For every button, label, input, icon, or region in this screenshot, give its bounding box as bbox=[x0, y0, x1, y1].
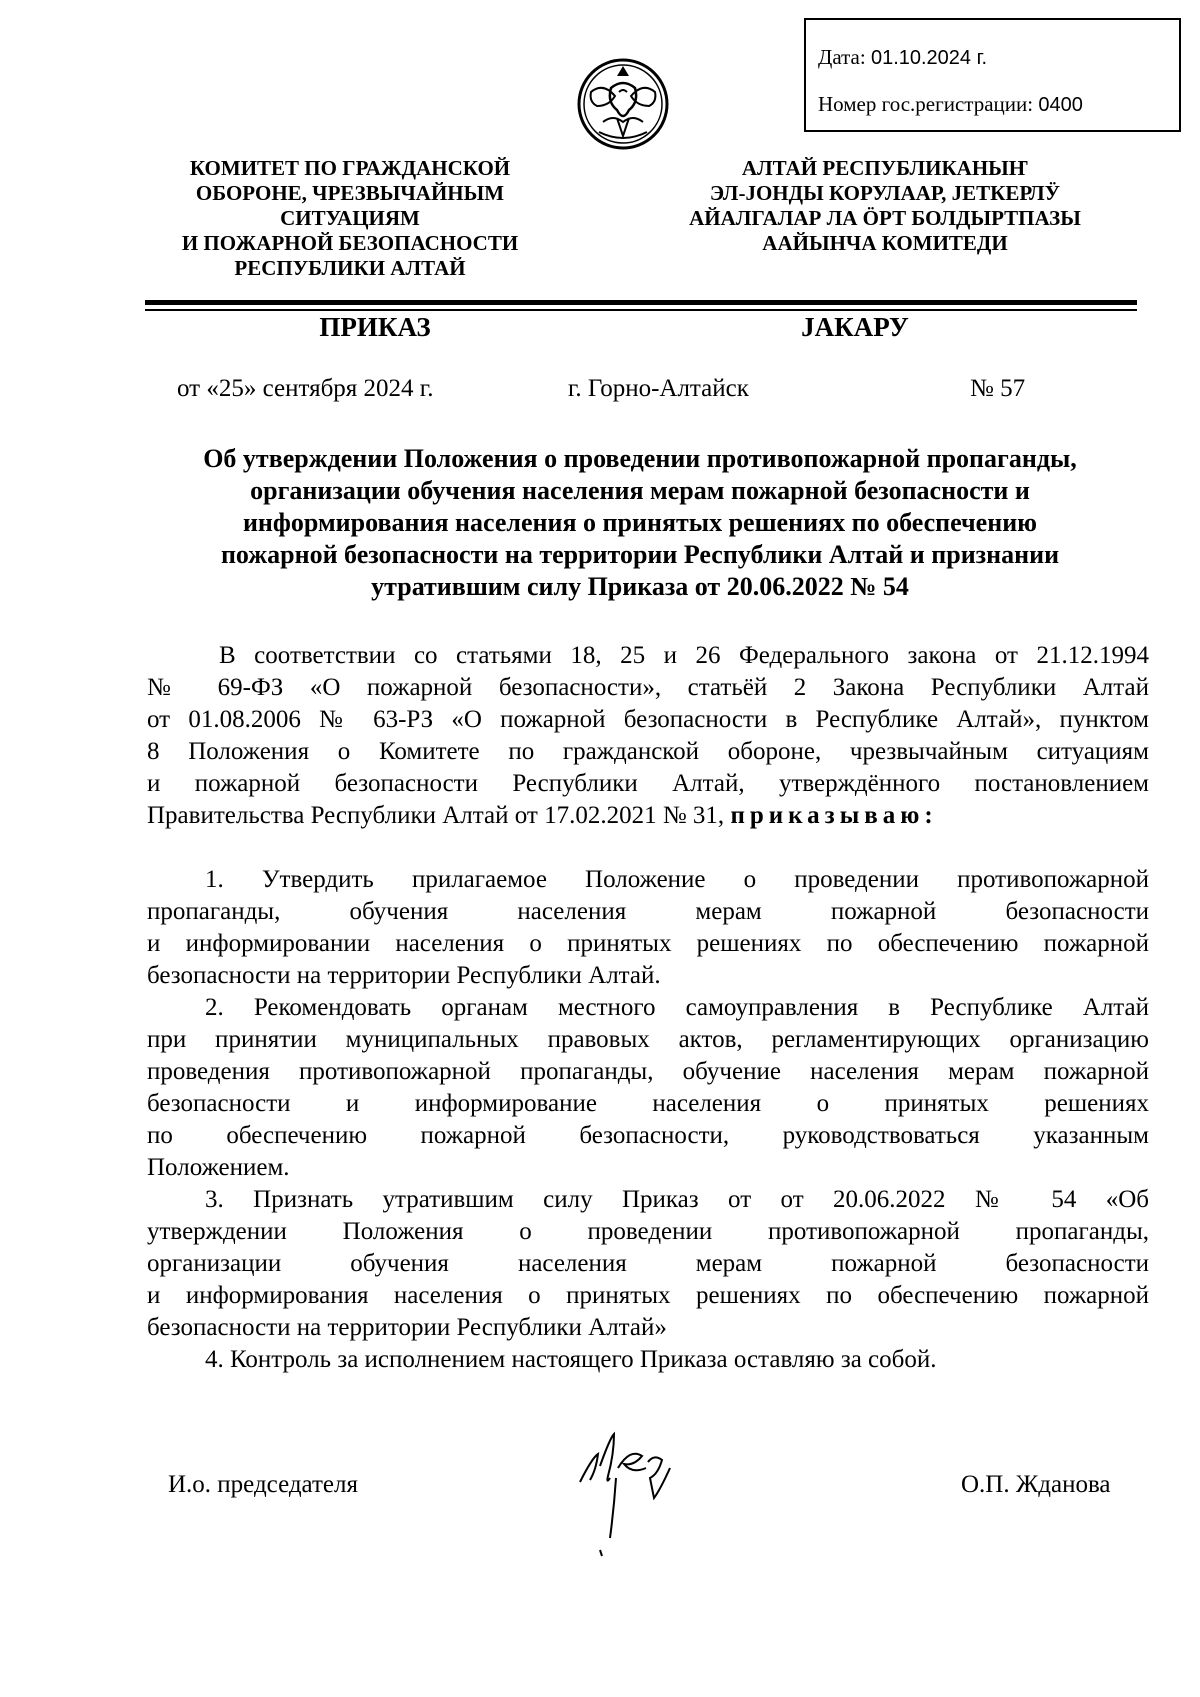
list-item: 1. Утвердить прилагаемое Положение о проведении противопожарной пропаганды, обучения населения мерам пожарной безопасности и информировании населения о принятых решениях по обеспечению пожарной безопасности на территории Республики Алтай. bbox=[147, 866, 1149, 989]
registration-date: Дата: 01.10.2024 г. bbox=[818, 45, 988, 69]
order-title-russian: ПРИКАЗ bbox=[319, 312, 431, 342]
order-number: № 57 bbox=[970, 375, 1026, 402]
signatory-title: И.о. председателя bbox=[168, 1471, 359, 1498]
order-city: г. Горно-Алтайск bbox=[568, 375, 749, 402]
preamble-last-line: Правительства Республики Алтай от 17.02.2021 № 31, приказываю: bbox=[147, 802, 938, 829]
registration-number: Номер гос.регистрации: 0400 bbox=[818, 92, 1083, 116]
handwritten-signature bbox=[570, 1418, 700, 1558]
order-items bbox=[147, 864, 1149, 1376]
org-name-russian: КОМИТЕТ ПО ГРАЖДАНСКОЙ ОБОРОНЕ, ЧРЕЗВЫЧАЙНЫМ СИТУАЦИЯМ И ПОЖАРНОЙ БЕЗОПАСНОСТИ РЕСПУБЛИКИ АЛТАЙ bbox=[181, 156, 519, 280]
coat-of-arms-emblem-icon bbox=[573, 52, 673, 162]
list-item: 2. Рекомендовать органам местного самоуправления в Республике Алтай при принятии муниципальных правовых актов, регламентирующих организацию проведения противопожарной пропаганды, обучение населения мерам пожарной безопасности и информирование населения о принятых решениях по обеспечению пожарной безопасности, руководствоваться указанным Положением. bbox=[147, 994, 1149, 1181]
list-item: 3. Признать утратившим силу Приказ от от 20.06.2022 № 54 «Об утверждении Положения о проведении противопожарной пропаганды, организации обучения населения мерам пожарной безопасности и информирования населения о принятых решениях по обеспечению пожарной безопасности на территории Республики Алтай» bbox=[147, 1186, 1149, 1341]
registration-box bbox=[804, 18, 1181, 132]
order-date: от «25» сентября 2024 г. bbox=[177, 375, 434, 402]
preamble-paragraph: В соответствии со статьями 18, 25 и 26 Федерального закона от 21.12.1994 № 69-ФЗ «О пожарной безопасности», статьёй 2 Закона Республики Алтай от 01.08.2006 № 63-РЗ «О пожарной безопасности в Республике Алтай», пунктом 8 Положения о Комитете по гражданской обороне, чрезвычайным ситуациям и пожарной безопасности Республики Алтай, утверждённого постановлением Правительства Республики Алтай от 17.02.2021 № 31, приказываю: bbox=[147, 640, 1149, 832]
header-divider-thin bbox=[145, 309, 1137, 311]
header-divider-thick bbox=[145, 300, 1137, 305]
order-title-altai: ЈАКАРУ bbox=[801, 312, 909, 342]
list-item: 4. Контроль за исполнением настоящего Приказа оставляю за собой. bbox=[205, 1346, 937, 1373]
signatory-name: О.П. Жданова bbox=[961, 1471, 1111, 1498]
decree-word: приказываю: bbox=[730, 802, 938, 829]
org-name-altai: АЛТАЙ РЕСПУБЛИКАНЫҤ ЭЛ-ЈОНДЫ КОРУЛААР, ЈЕТКЕРЛӰ АЙАЛГАЛАР ЛА ӦРТ БОЛДЫРТПАЗЫ ААЙЫНЧА КОМИТЕДИ bbox=[689, 156, 1081, 255]
document-heading: Об утверждении Положения о проведении противопожарной пропаганды, организации обучения населения мерам пожарной безопасности и информирования населения о принятых решениях по обеспечению пожарной безопасности на территории Республики Алтай и признании утратившим силу Приказа от 20.06.2022 № 54 bbox=[203, 444, 1077, 601]
